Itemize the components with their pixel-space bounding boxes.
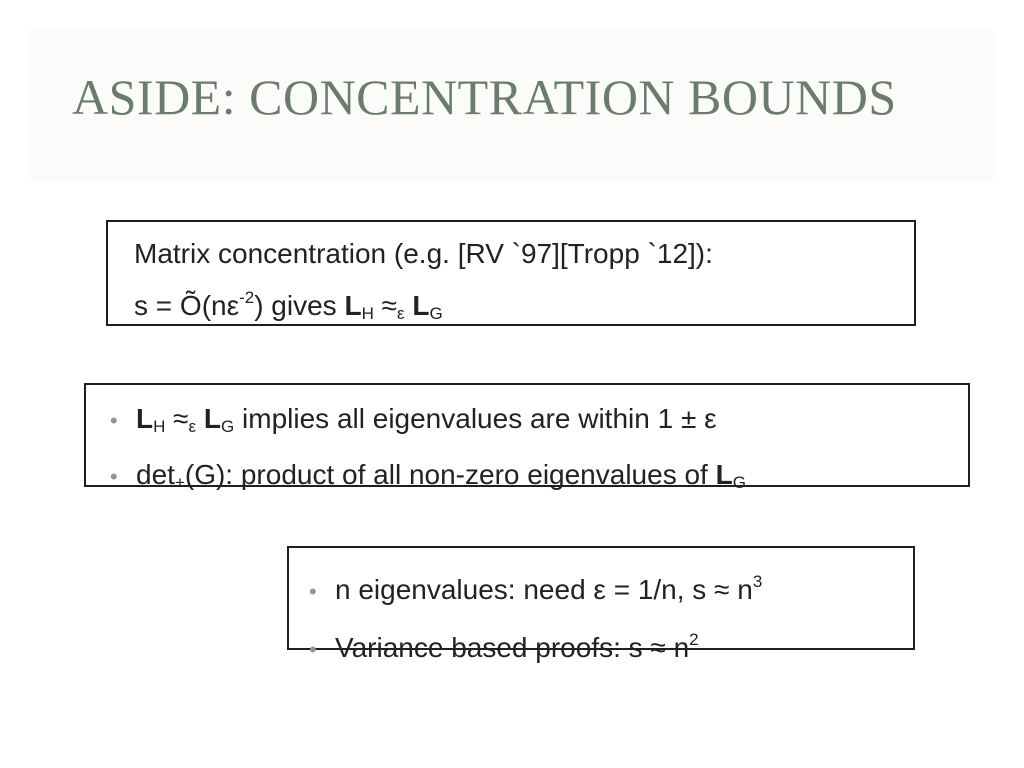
box2-item1-eps: ε [188,417,197,436]
box2-item1-space [196,403,204,434]
box2-item2-pre: det [136,459,175,490]
box2-item1-sub1: H [153,417,166,436]
box2-item1-L2: L [203,403,222,434]
box1-line2-exp: -2 [239,288,255,307]
box1-line2-sub2: G [429,304,443,323]
bullet-icon: • [110,464,118,489]
box3-item1-exp: 3 [752,572,763,591]
box2-item1-sub2: G [221,417,235,436]
box1-line1: Matrix concentration (e.g. [RV `97][Tropp `12]): [134,238,713,269]
matrix-concentration-box [106,220,916,326]
eigenvalues-box [84,383,970,492]
box2-item1-L1: L [136,403,154,434]
box3-item1-text: n eigenvalues: need ε = 1/n, s ≈ n [335,574,753,605]
list-item [309,616,913,674]
box2-item2-sub: + [174,473,185,492]
box1-line2-L1: L [344,290,362,321]
box1-line2-mid: ) gives [254,290,345,321]
slide-title: ASIDE: CONCENTRATION BOUNDS [72,69,897,125]
eigenvalue-count-box [287,546,915,663]
box2-item2-L: L [715,459,733,490]
list-item [309,558,913,616]
bullet-icon: • [309,637,317,662]
bullet-icon: • [309,579,317,604]
box1-line2-pre: s = Õ(nε [134,290,240,321]
box2-item2-subG: G [732,473,746,492]
box2-item1-approx: ≈ [165,403,189,434]
box1-line2-sub1: H [361,304,374,323]
box1-line2-approx: ≈ [373,290,397,321]
box2-item1-rest: implies all eigenvalues are within 1 ± ε [234,403,717,434]
box3-item2-exp: 2 [689,630,699,649]
list-item [110,451,968,507]
box1-line2 [134,276,914,336]
box2-item2-mid: (G): product of all non-zero eigenvalues of [184,459,716,490]
box1-line2-L2: L [412,290,430,321]
bullet-icon: • [110,408,118,433]
box1-line2-eps: ε [397,304,405,323]
list-item [110,395,968,451]
box3-item2-text: Variance based proofs: s ≈ n [335,632,690,663]
